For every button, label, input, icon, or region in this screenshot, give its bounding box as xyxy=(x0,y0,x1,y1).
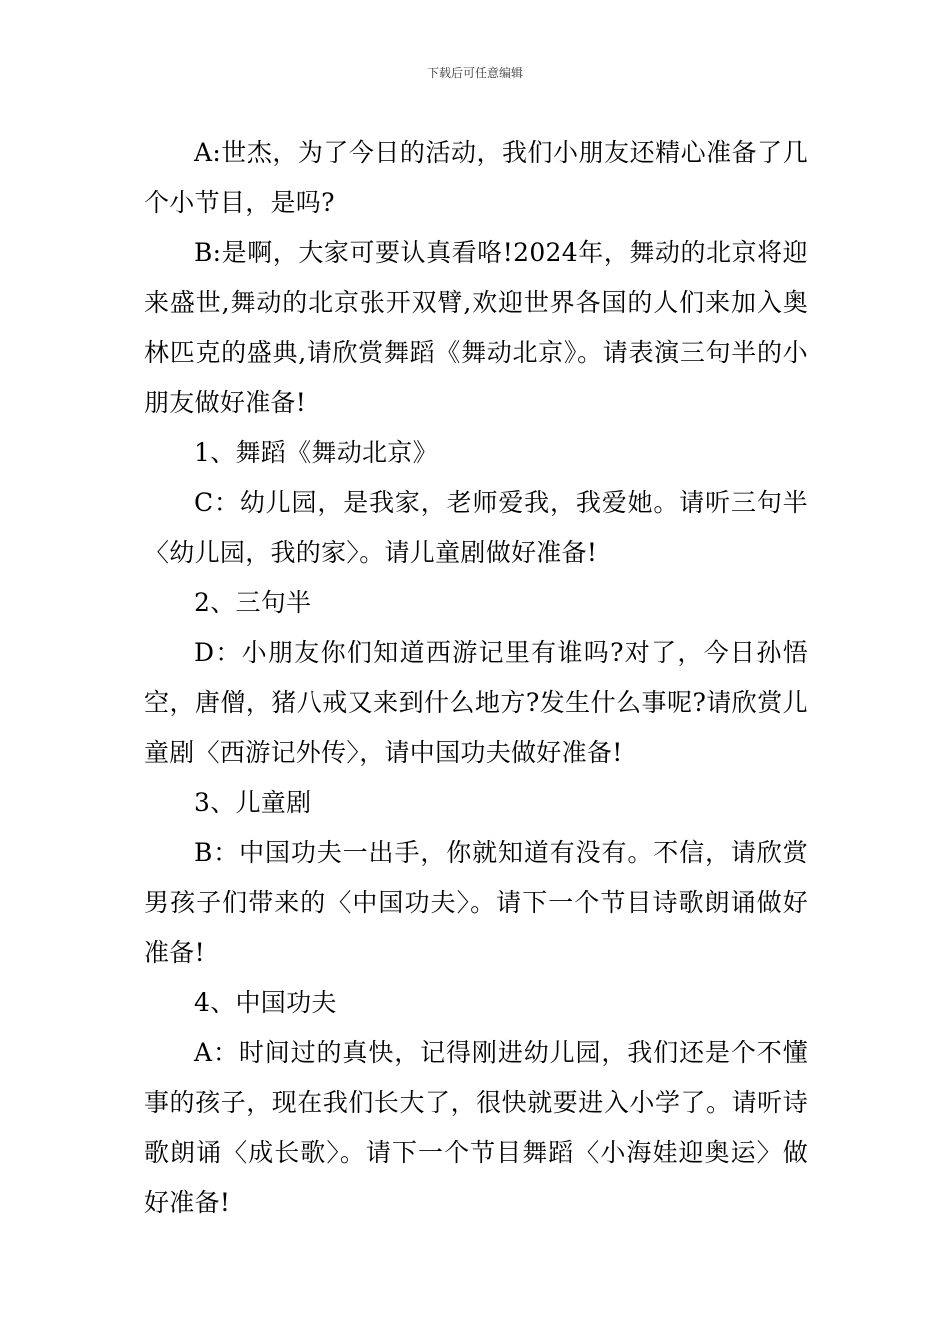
program-item-1: 1、舞蹈《舞动北京》 xyxy=(194,438,438,467)
program-item-3: 3、儿童剧 xyxy=(194,788,312,817)
document-body xyxy=(144,128,808,1228)
paragraph-host-b-dance-intro: B:是啊，大家可要认真看咯!2024年，舞动的北京将迎来盛世,舞动的北京张开双臂,欢迎世界各国的人们来加入奥林匹克的盛典,请欣赏舞蹈《舞动北京》。请表演三句半的小朋友做好准备! xyxy=(144,238,808,417)
paragraph-host-c-intro: C：幼儿园，是我家，老师爱我，我爱她。请听三句半〈幼儿园，我的家〉。请儿童剧做好准备! xyxy=(144,488,808,567)
paragraph-host-a-intro: A:世杰，为了今日的活动，我们小朋友还精心准备了几个小节目，是吗? xyxy=(144,138,808,217)
paragraph-host-d-intro: D：小朋友你们知道西游记里有谁吗?对了，今日孙悟空，唐僧，猪八戒又来到什么地方?发生什么事呢?请欣赏儿童剧〈西游记外传〉，请中国功夫做好准备! xyxy=(144,638,808,767)
paragraph-host-a-poem-intro: A：时间过的真快，记得刚进幼儿园，我们还是个不懂事的孩子，现在我们长大了，很快就要进入小学了。请听诗歌朗诵〈成长歌〉。请下一个节目舞蹈〈小海娃迎奥运〉做好准备! xyxy=(144,1038,808,1217)
paragraph-host-b-kungfu-intro: B：中国功夫一出手，你就知道有没有。不信，请欣赏男孩子们带来的〈中国功夫〉。请下一个节目诗歌朗诵做好准备! xyxy=(144,838,808,967)
program-item-4: 4、中国功夫 xyxy=(194,988,337,1017)
page-header-note: 下载后可任意编辑 xyxy=(426,66,523,80)
program-item-2: 2、三句半 xyxy=(194,588,312,617)
